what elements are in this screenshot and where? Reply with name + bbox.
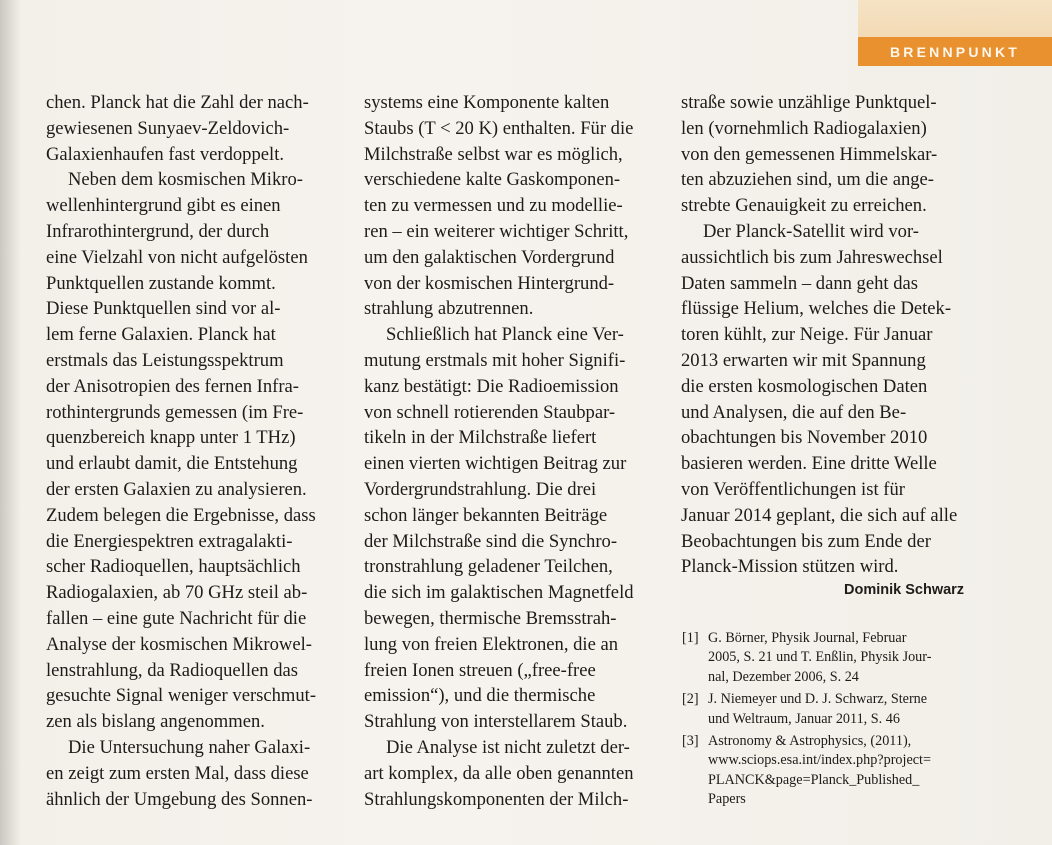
text-line: und erlaubt damit, die Entstehung bbox=[46, 453, 298, 475]
reference-item bbox=[682, 690, 982, 729]
reference-number: [2] bbox=[682, 691, 699, 708]
text-line: Januar 2014 geplant, die sich auf alle bbox=[681, 504, 958, 526]
text-line: lenstrahlung, da Radioquellen das bbox=[46, 659, 298, 681]
text-line: Punktquellen zustande kommt. bbox=[46, 272, 276, 294]
text-line: der ersten Galaxien zu analysieren. bbox=[46, 478, 307, 500]
reference-line: J. Niemeyer und D. J. Schwarz, Sterne bbox=[708, 691, 928, 708]
text-line: lung von freien Elektronen, die an bbox=[364, 633, 619, 655]
reference-line: G. Börner, Physik Journal, Februar bbox=[708, 630, 907, 646]
text-line: ten abzuziehen sind, um die ange- bbox=[681, 169, 934, 191]
text-line: Die Analyse ist nicht zuletzt der- bbox=[386, 736, 630, 758]
text-line: Galaxienhaufen fast verdoppelt. bbox=[46, 143, 285, 165]
text-line: flüssige Helium, welches die Detek- bbox=[681, 298, 952, 320]
text-line: Staubs (T < 20 K) enthalten. Für die bbox=[364, 117, 634, 139]
text-line: einen vierten wichtigen Beitrag zur bbox=[364, 453, 627, 475]
text-line: len (vornehmlich Radiogalaxien) bbox=[681, 117, 927, 139]
text-line: Die Untersuchung naher Galaxi- bbox=[68, 736, 311, 758]
text-line: straße sowie unzählige Punktquel- bbox=[681, 92, 937, 113]
text-line: um den galaktischen Vordergrund bbox=[364, 246, 615, 268]
text-line: Zudem belegen die Ergebnisse, dass bbox=[46, 504, 316, 526]
text-line: chen. Planck hat die Zahl der nach- bbox=[46, 92, 309, 113]
text-line: schon länger bekannten Beiträge bbox=[364, 504, 608, 526]
page-gutter-shadow bbox=[0, 0, 22, 845]
text-line: tronstrahlung geladener Teilchen, bbox=[364, 556, 613, 578]
text-line: fallen – eine gute Nachricht für die bbox=[46, 607, 307, 629]
text-line: der Milchstraße sind die Synchro- bbox=[364, 530, 618, 552]
text-line: obachtungen bis November 2010 bbox=[681, 427, 928, 449]
text-line: Daten sammeln – dann geht das bbox=[681, 272, 919, 294]
text-line: Vordergrundstrahlung. Die drei bbox=[364, 478, 597, 500]
text-line: aussichtlich bis zum Jahreswechsel bbox=[681, 246, 943, 268]
text-line: wellenhintergrund gibt es einen bbox=[46, 195, 281, 217]
text-line: verschiedene kalte Gaskomponen- bbox=[364, 169, 621, 191]
text-line: Strahlung von interstellarem Staub. bbox=[364, 711, 628, 733]
text-line: zen als bislang angenommen. bbox=[46, 711, 265, 733]
text-line: gewiesenen Sunyaev-Zeldovich- bbox=[46, 117, 290, 139]
reference-line: PLANCK&page=Planck_Published_ bbox=[708, 771, 920, 788]
text-line: art komplex, da alle oben genannten bbox=[364, 762, 634, 784]
text-line: die ersten kosmologischen Daten bbox=[681, 375, 928, 397]
text-line: freien Ionen streuen („free-free bbox=[364, 659, 596, 681]
text-line: Schließlich hat Planck eine Ver- bbox=[386, 324, 624, 346]
text-line: strahlung abzutrennen. bbox=[364, 298, 534, 320]
reference-item bbox=[682, 732, 982, 810]
text-line: Planck-Mission stützen wird. bbox=[681, 556, 899, 578]
text-line: Der Planck-Satellit wird vor- bbox=[703, 220, 919, 242]
section-tab-accent bbox=[858, 0, 1052, 37]
text-line: Radiogalaxien, ab 70 GHz steil ab- bbox=[46, 582, 308, 604]
text-column-1 bbox=[46, 90, 346, 812]
text-line: strebte Genauigkeit zu erreichen. bbox=[681, 195, 927, 217]
reference-number: [3] bbox=[682, 732, 699, 749]
text-line: erstmals das Leistungsspektrum bbox=[46, 349, 284, 371]
text-line: kanz bestätigt: Die Radioemission bbox=[364, 375, 619, 397]
text-line: emission“), und die thermische bbox=[364, 685, 596, 707]
text-line: scher Radioquellen, hauptsächlich bbox=[46, 556, 301, 578]
text-line: lem ferne Galaxien. Planck hat bbox=[46, 324, 276, 346]
reference-line: 2005, S. 21 und T. Enßlin, Physik Jour- bbox=[708, 649, 932, 666]
text-line: von Veröffentlichungen ist für bbox=[681, 478, 905, 500]
reference-line: Astronomy & Astrophysics, (2011), bbox=[708, 732, 912, 749]
text-line: und Analysen, die auf den Be- bbox=[681, 401, 907, 423]
text-line: 2013 erwarten wir mit Spannung bbox=[681, 349, 926, 371]
text-line: gesuchte Signal weniger verschmut- bbox=[46, 685, 317, 707]
text-line: basieren werden. Eine dritte Welle bbox=[681, 453, 937, 475]
section-label: BRENNPUNKT bbox=[890, 43, 1020, 60]
text-line: tikeln in der Milchstraße liefert bbox=[364, 427, 597, 449]
text-line: von den gemessenen Himmelskar- bbox=[681, 143, 938, 165]
reference-line: Papers bbox=[708, 791, 746, 808]
text-line: Beobachtungen bis zum Ende der bbox=[681, 530, 931, 552]
text-column-3 bbox=[681, 90, 981, 580]
text-line: die Energiespektren extragalakti- bbox=[46, 530, 293, 552]
text-line: eine Vielzahl von nicht aufgelösten bbox=[46, 246, 308, 268]
text-line: von der kosmischen Hintergrund- bbox=[364, 272, 615, 294]
references-list bbox=[682, 629, 982, 813]
text-line: Analyse der kosmischen Mikrowel- bbox=[46, 633, 312, 655]
section-tab bbox=[858, 37, 1052, 66]
text-line: von schnell rotierenden Staubpar- bbox=[364, 401, 616, 423]
author-signature: Dominik Schwarz bbox=[844, 582, 965, 598]
text-line: quenzbereich knapp unter 1 THz) bbox=[46, 427, 296, 449]
text-column-2 bbox=[364, 90, 664, 812]
reference-line: und Weltraum, Januar 2011, S. 46 bbox=[708, 710, 900, 727]
text-line: Diese Punktquellen sind vor al- bbox=[46, 298, 281, 320]
reference-line: www.sciops.esa.int/index.php?project= bbox=[708, 752, 931, 769]
text-line: ren – ein weiterer wichtiger Schritt, bbox=[364, 220, 629, 242]
text-line: Milchstraße selbst war es möglich, bbox=[364, 143, 623, 165]
text-line: Infrarothintergrund, der durch bbox=[46, 220, 270, 242]
text-line: ten zu vermessen und zu modellie- bbox=[364, 195, 623, 217]
text-line: rothintergrunds gemessen (im Fre- bbox=[46, 401, 304, 423]
reference-line: nal, Dezember 2006, S. 24 bbox=[708, 668, 859, 685]
text-line: systems eine Komponente kalten bbox=[364, 92, 610, 113]
reference-item bbox=[682, 629, 982, 687]
text-line: ähnlich der Umgebung des Sonnen- bbox=[46, 788, 313, 810]
text-line: der Anisotropien des fernen Infra- bbox=[46, 375, 299, 397]
text-line: Strahlungskomponenten der Milch- bbox=[364, 788, 629, 810]
text-line: die sich im galaktischen Magnetfeld bbox=[364, 582, 634, 604]
text-line: bewegen, thermische Bremsstrah- bbox=[364, 607, 617, 629]
reference-number: [1] bbox=[682, 630, 699, 646]
text-line: Neben dem kosmischen Mikro- bbox=[68, 169, 303, 191]
text-line: toren kühlt, zur Neige. Für Januar bbox=[681, 324, 933, 346]
text-line: mutung erstmals mit hoher Signifi- bbox=[364, 349, 626, 371]
text-line: en zeigt zum ersten Mal, dass diese bbox=[46, 762, 309, 784]
